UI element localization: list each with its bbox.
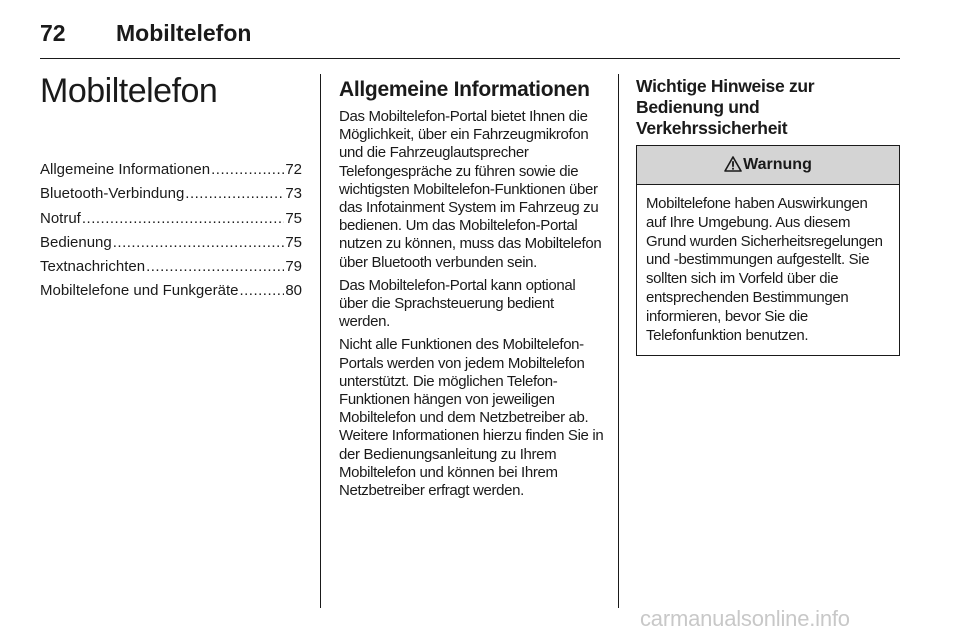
- warning-text: Mobiltelefone haben Auswirkungen auf Ihre Umgebung. Aus diesem Grund wurden Sicherheitsregelungen und -bestimmungen aufgestellt. Sie sollten sich im Vorfeld über die entsprechenden Bestimmungen informieren, bevor Sie die Telefonfunktion benutzen.: [646, 195, 883, 344]
- toc-entry[interactable]: [40, 182, 302, 206]
- toc-label: Bluetooth-Verbindung: [40, 185, 185, 203]
- general-info-column: [339, 76, 604, 505]
- toc-page: 73: [285, 185, 302, 203]
- chapter-title: Mobiltelefon: [40, 72, 218, 110]
- toc-entry[interactable]: [40, 231, 302, 255]
- toc-label: Textnachrichten: [40, 258, 146, 276]
- toc-page: 75: [285, 233, 302, 251]
- toc-leader: [239, 279, 284, 303]
- toc-label: Mobiltelefone und Funkgeräte: [40, 282, 239, 300]
- toc-page: 79: [285, 258, 302, 276]
- body-paragraph: Das Mobiltelefon-Portal kann optional über die Sprachsteuerung bedient werden.: [339, 276, 576, 331]
- body-paragraph: Das Mobiltelefon-Portal bietet Ihnen die Möglichkeit, über ein Fahrzeugmikrofon und die Fahrzeuglautsprecher Telefongespräche zu führen sowie die wichtigsten Mobiltelefon-Funktionen über das Infotainment System im Fahrzeug zu bedienen. Um das Mobiltelefon-Portal nutzen zu können, muss das Mobiltelefon über Bluetooth verbunden sein.: [339, 108, 602, 271]
- subsection-title: Wichtige Hinweise zur Bedienung und Verkehrssicherheit: [636, 76, 815, 138]
- running-title: Mobiltelefon: [116, 20, 252, 46]
- toc-page: 72: [285, 161, 302, 178]
- section-title: Allgemeine Informationen: [339, 78, 590, 101]
- page-header: [40, 16, 900, 58]
- safety-column: [636, 76, 900, 146]
- table-of-contents: [40, 158, 302, 304]
- toc-page: 80: [285, 282, 302, 300]
- header-rule: [40, 58, 900, 59]
- warning-heading: Warnung: [743, 156, 812, 173]
- chapter-column: [40, 66, 302, 304]
- toc-entry[interactable]: [40, 158, 302, 182]
- toc-entry[interactable]: [40, 279, 302, 303]
- column-divider: [618, 74, 619, 608]
- toc-leader: [211, 158, 284, 182]
- toc-label: Allgemeine Informationen: [40, 161, 211, 178]
- body-paragraph: Nicht alle Funktionen des Mobiltelefon-Portals werden von jedem Mobiltelefon unterstützt. Die möglichen Telefon-Funktionen hängen von jeweiligen Mobiltelefon und dem Netzbetreiber ab. Weitere Informationen hierzu finden Sie in der Bedienungsanleitung zu Ihrem Mobiltelefon und können bei Ihrem Netzbetreiber erfragt werden.: [339, 336, 604, 500]
- watermark: carmanualsonline.info: [640, 606, 850, 631]
- warning-triangle-icon: [724, 156, 742, 172]
- page-number: 72: [40, 20, 66, 46]
- toc-leader: [146, 255, 284, 279]
- warning-box: [636, 145, 900, 356]
- warning-header: [637, 146, 899, 185]
- toc-leader: [185, 182, 284, 206]
- toc-leader: [113, 231, 285, 255]
- toc-entry[interactable]: [40, 207, 302, 231]
- toc-entry[interactable]: [40, 255, 302, 279]
- toc-leader: [82, 207, 284, 231]
- toc-page: 75: [285, 209, 302, 227]
- column-divider: [320, 74, 321, 608]
- toc-label: Bedienung: [40, 233, 112, 251]
- toc-label: Notruf: [40, 209, 81, 227]
